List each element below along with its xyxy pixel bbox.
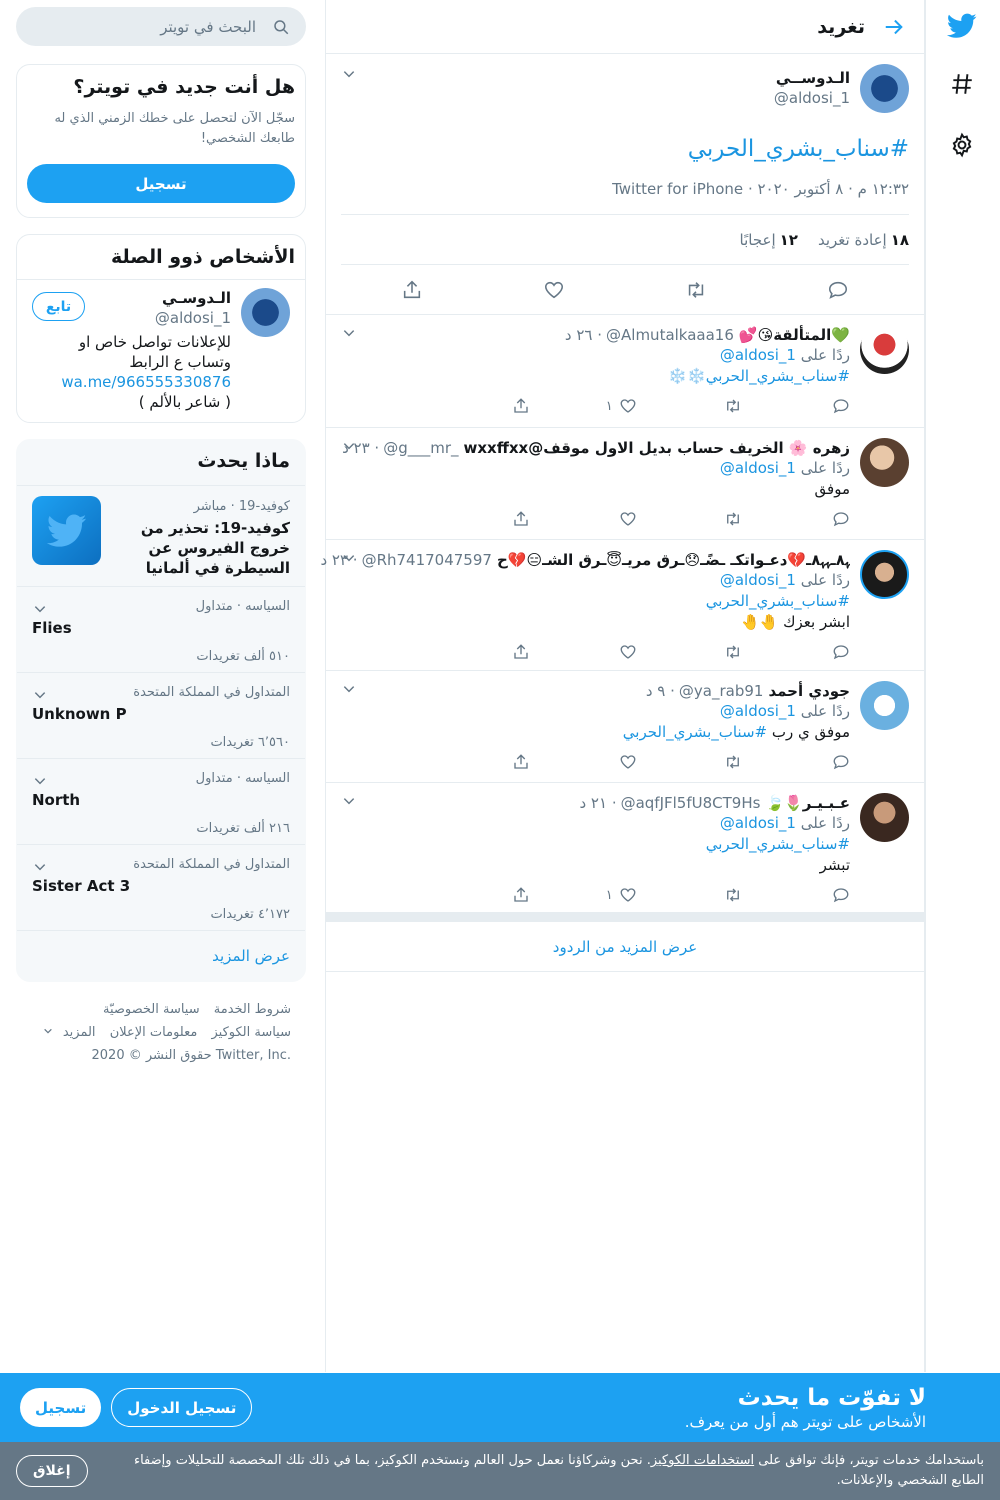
reply-text: موفق ي رب #سناب_بشري_الحربي (622, 723, 850, 741)
trend-count: ٦٬٥٦٠ تغريدات (210, 735, 290, 750)
banner-title: لا تفوّت ما يحدث (737, 1384, 926, 1411)
reply-time[interactable]: · ٩ د (645, 682, 675, 700)
chevron-down-icon[interactable] (341, 681, 357, 697)
chevron-down-icon[interactable] (341, 793, 357, 809)
user-name[interactable]: الـدوسـي (162, 289, 231, 307)
nav-rail (925, 0, 1000, 1372)
reply-handle[interactable]: @aqfJFl5fU8CT9Hs (620, 794, 761, 812)
banner-subtitle: الأشخاص على تويتر هم أول من يعرف. (684, 1412, 926, 1431)
chevron-down-icon[interactable] (341, 438, 357, 454)
hashtag-link[interactable]: #سناب_بشري_الحربي❄️❄️ (668, 367, 850, 385)
reply-icon[interactable] (790, 397, 850, 415)
search-input[interactable] (16, 7, 306, 46)
replying-to: ردًا على @aldosi_1 (719, 814, 850, 832)
reply-actions (410, 633, 850, 671)
follow-button[interactable]: تابع (32, 292, 85, 321)
news-meta: كوفيد-19 · مباشر (193, 499, 290, 514)
share-icon[interactable] (400, 278, 424, 302)
reply-time[interactable]: · ٢٣ د (342, 439, 380, 457)
reply-actions (410, 876, 850, 914)
login-button[interactable]: تسجيل الدخول (111, 1388, 252, 1427)
mention-link[interactable]: @aldosi_1 (719, 702, 796, 720)
avatar[interactable] (860, 438, 909, 487)
reply-handle[interactable]: @ya_rab91 (678, 682, 764, 700)
trend-item[interactable] (17, 759, 305, 845)
reply-actions (410, 387, 850, 425)
trends-card (16, 439, 306, 982)
bio-link[interactable]: wa.me/966555330876 (61, 373, 231, 391)
replying-to: ردًا على @aldosi_1 (719, 346, 850, 364)
tweet-actions (341, 265, 909, 314)
author-name[interactable]: الـدوســي (775, 69, 850, 87)
trend-count: ٢١٦ ألف تغريدات (196, 821, 290, 836)
author-handle[interactable]: @aldosi_1 (773, 89, 850, 107)
tweet-meta: ١٢:٣٢ م · ٨ أكتوبر ٢٠٢٠ · Twitter for iPhone (341, 180, 909, 215)
reply-icon[interactable] (790, 886, 850, 904)
reply-handle[interactable]: @g___mr_ (383, 439, 459, 457)
like-count: ١ (605, 887, 613, 903)
trend-meta: السياسه · متداول (195, 599, 290, 614)
chevron-down-icon[interactable] (32, 687, 48, 703)
heart-icon[interactable] (577, 397, 637, 415)
page-header (326, 0, 924, 54)
trend-meta: المتداول في المملكة المتحدة (133, 857, 290, 872)
avatar[interactable] (860, 64, 909, 113)
trend-meta: السياسه · متداول (195, 771, 290, 786)
heart-icon[interactable] (542, 278, 566, 302)
avatar[interactable] (860, 550, 909, 599)
share-icon[interactable] (470, 510, 530, 528)
retweet-icon[interactable] (683, 886, 743, 904)
search-icon (270, 17, 290, 37)
trend-item[interactable] (17, 587, 305, 673)
page-title: تغريد (817, 15, 865, 38)
new-to-twitter-card (16, 64, 306, 218)
replying-to: ردًا على @aldosi_1 (719, 571, 850, 589)
show-more-replies-link[interactable]: عرض المزيد من الردود (326, 922, 924, 972)
twitter-bird-icon[interactable] (944, 8, 980, 44)
reply-tweet[interactable] (326, 670, 924, 782)
ads-info-link[interactable]: معلومات الإعلان (109, 1025, 198, 1040)
main-column (320, 0, 925, 1372)
retweet-icon[interactable] (683, 753, 743, 771)
reply-tweet[interactable] (326, 782, 924, 912)
retweet-icon[interactable] (684, 278, 708, 302)
more-link[interactable]: المزيد (43, 1025, 96, 1040)
news-headline: كوفيد-19: تحذير من خروج الفيروس عن السيطرة في ألمانيا (140, 519, 290, 577)
reply-icon[interactable] (790, 643, 850, 661)
reply-actions (410, 500, 850, 538)
reply-text: موفق (814, 480, 850, 498)
reply-icon[interactable] (790, 753, 850, 771)
chevron-down-icon[interactable] (32, 859, 48, 875)
reply-name[interactable]: زهره 🌸 الخريف حساب بديل الاول موقف@wxxffxx (463, 439, 850, 457)
avatar[interactable] (860, 793, 909, 842)
terms-link[interactable]: شروط الخدمة (213, 1002, 291, 1017)
retweet-icon[interactable] (683, 510, 743, 528)
cookies-link[interactable]: سياسة الكوكيز (211, 1025, 291, 1040)
share-icon[interactable] (470, 397, 530, 415)
trend-item[interactable] (17, 673, 305, 759)
cookie-text: باستخدامك خدمات تويتر، فإنك توافق على استخدامات الكوكيز. نحن وشركاؤنا نعمل حول العالم ونستخدم الكوكيز، بما في ذلك تلك المخصصة للتحليلات وإضفاء الطابع الشخصي والإعلانات. (133, 1453, 984, 1488)
replying-to: ردًا على @aldosi_1 (719, 459, 850, 477)
heart-icon[interactable] (577, 510, 637, 528)
related-people-card (16, 234, 306, 423)
reply-text: تبشر (819, 856, 850, 874)
share-icon[interactable] (470, 753, 530, 771)
heart-icon[interactable] (577, 643, 637, 661)
tweet-author (341, 64, 909, 124)
reply-name[interactable]: ﮩ٨ـﮩﮩ٨ـ💔دعـواتكـ ـضًـ😞ـرق مريـ😇ـرق الشـ😑💔ح (496, 551, 850, 569)
reply-name[interactable]: 💚المتألقة😘💕 (738, 326, 850, 344)
trend-item[interactable] (17, 845, 305, 931)
reply-actions (410, 743, 850, 781)
reply-handle[interactable]: @Rh7417047597 (361, 551, 492, 569)
reply-icon[interactable] (826, 278, 850, 302)
trend-meta: المتداول في المملكة المتحدة (133, 685, 290, 700)
focused-tweet (326, 54, 924, 314)
share-icon[interactable] (470, 643, 530, 661)
privacy-link[interactable]: سياسة الخصوصيّة (102, 1002, 200, 1017)
gear-icon[interactable] (944, 127, 980, 163)
like-count: ١ (605, 398, 613, 414)
avatar[interactable] (860, 325, 909, 374)
reply-tweet[interactable] (326, 427, 924, 539)
related-user[interactable] (17, 280, 305, 422)
tweet-text[interactable]: #سناب_بشري_الحربي (687, 136, 909, 162)
chevron-down-icon (43, 1026, 53, 1036)
mention-link[interactable]: @aldosi_1 (719, 346, 796, 364)
like-count[interactable]: ١٢إعجابًا (739, 230, 798, 249)
replying-to: ردًا على @aldosi_1 (719, 702, 850, 720)
signup-button[interactable]: تسجيل (20, 1388, 101, 1427)
trend-name: North (32, 791, 81, 809)
reply-text: ابشر بعزك 🤚🤚 (741, 613, 850, 631)
tweet-stats (341, 215, 909, 265)
mention-link[interactable]: @aldosi_1 (719, 459, 796, 477)
close-button[interactable]: إغلاق (16, 1455, 88, 1487)
reply-tweet[interactable] (320, 539, 924, 670)
trend-name: Unknown P (32, 705, 127, 723)
news-image (32, 496, 101, 565)
cookie-banner (0, 1442, 1000, 1500)
mention-link[interactable]: @aldosi_1 (719, 571, 796, 589)
card-subtitle: سجّل الآن لتحصل على خطك الزمني الذي له طابعك الشخصي! (54, 111, 295, 146)
user-bio: للإعلانات تواصل خاص او وتساب ع الرابط wa.me/966555330876 ( شاعر بالألم ) (61, 333, 231, 411)
signup-button[interactable]: تسجيل (27, 164, 295, 203)
cookie-policy-link[interactable]: استخدامات الكوكيز (650, 1453, 755, 1468)
mention-link[interactable]: @aldosi_1 (719, 814, 796, 832)
reply-time[interactable]: · ٢٦ د (564, 326, 603, 344)
trend-count: ٥١٠ ألف تغريدات (196, 649, 290, 664)
copyright: حقوق النشر © 2020 Twitter, Inc. (91, 1048, 291, 1063)
reply-handle[interactable]: @Almutalkaaa16 (606, 326, 734, 344)
heart-icon[interactable] (577, 886, 637, 904)
avatar[interactable] (241, 288, 290, 337)
author-names (774, 64, 850, 108)
hash-icon[interactable] (944, 66, 980, 102)
trend-name: Sister Act 3 (32, 877, 131, 895)
reply-time[interactable]: · ٢٣ د (320, 551, 358, 569)
trend-name: Flies (32, 619, 72, 637)
avatar[interactable] (860, 681, 909, 730)
user-handle[interactable]: @aldosi_1 (154, 309, 231, 327)
card-title: هل أنت جديد في تويتر؟ (73, 76, 295, 98)
footer (16, 982, 306, 1083)
reply-name[interactable]: جودي أحمد (768, 682, 850, 700)
sidebar (16, 7, 306, 1083)
card-title: الأشخاص ذوو الصلة (17, 235, 305, 280)
trend-count: ٤٬١٧٢ تغريدات (210, 907, 290, 922)
chevron-down-icon[interactable] (341, 550, 357, 566)
chevron-down-icon[interactable] (341, 325, 357, 341)
reply-icon[interactable] (790, 510, 850, 528)
news-item[interactable] (17, 486, 305, 587)
chevron-down-icon[interactable] (32, 601, 48, 617)
retweet-count[interactable]: ١٨إعادة تغريد (817, 230, 909, 249)
hashtag-link[interactable]: #سناب_بشري_الحربي (622, 723, 768, 741)
back-arrow-icon[interactable] (879, 12, 909, 42)
signup-banner (0, 1373, 1000, 1442)
chevron-down-icon[interactable] (341, 66, 357, 82)
search-placeholder: البحث في تويتر (160, 17, 256, 36)
reply-time[interactable]: · ٢١ د (579, 794, 617, 812)
retweet-icon[interactable] (683, 643, 743, 661)
reply-tweet[interactable] (326, 314, 924, 427)
hashtag-link[interactable]: #سناب_بشري_الحربي (705, 835, 850, 853)
show-more-link[interactable]: عرض المزيد (212, 947, 290, 965)
chevron-down-icon[interactable] (32, 773, 48, 789)
heart-icon[interactable] (577, 753, 637, 771)
card-title: ماذا يحدث (17, 440, 305, 486)
retweet-icon[interactable] (683, 397, 743, 415)
share-icon[interactable] (470, 886, 530, 904)
reply-name[interactable]: عـبـيـر🌷🍃 (765, 794, 850, 812)
hashtag-link[interactable]: #سناب_بشري_الحربي (705, 592, 850, 610)
